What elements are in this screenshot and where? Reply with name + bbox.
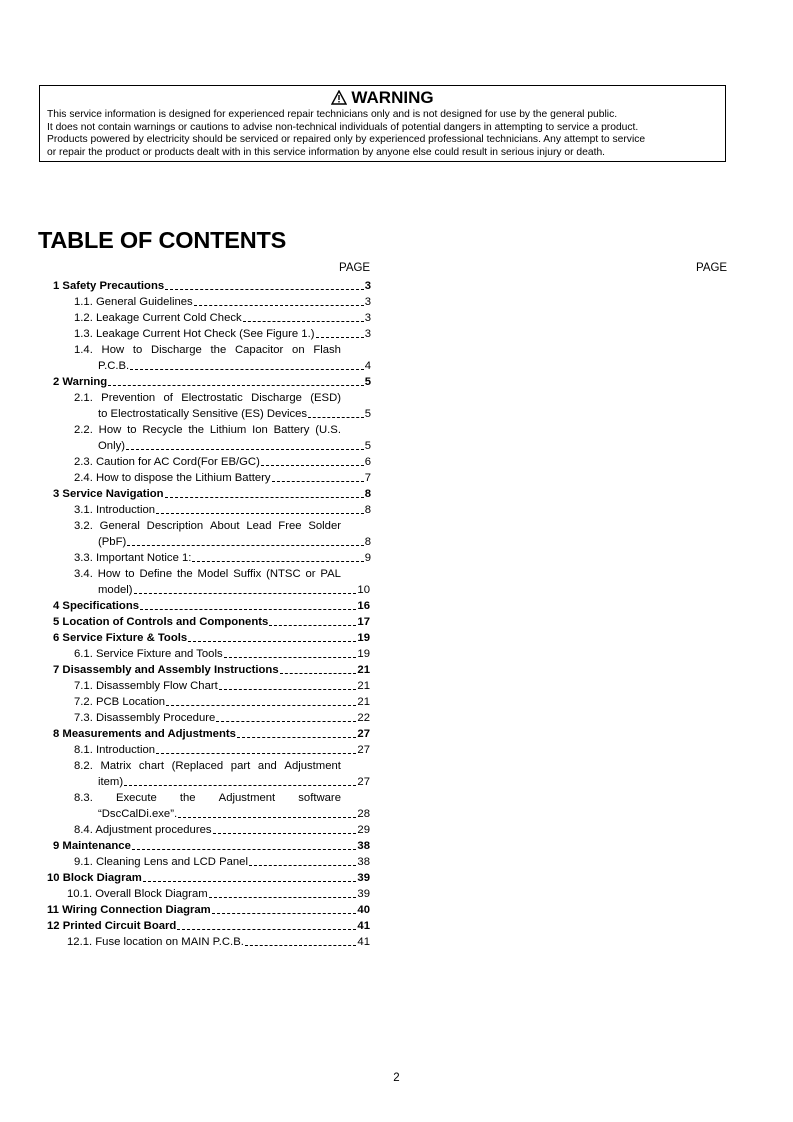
- toc-entry-page: 6: [364, 456, 371, 468]
- toc-leader-dots: [126, 442, 364, 450]
- toc-entry-title: 2 Warning: [53, 376, 108, 388]
- toc-word: Solder: [308, 520, 341, 532]
- toc-word: (ESD): [310, 392, 341, 404]
- toc-word: 2.1.: [74, 392, 93, 404]
- toc-word: (U.S.: [315, 424, 341, 436]
- page-column-label-right: PAGE: [696, 262, 728, 274]
- toc-word: Adjustment: [218, 792, 276, 804]
- toc-section-entry[interactable]: [53, 629, 370, 645]
- toc-word: 2.2.: [74, 424, 93, 436]
- toc-word: the: [210, 344, 227, 356]
- toc-leader-dots: [178, 810, 356, 818]
- toc-word: Flash: [313, 344, 341, 356]
- toc-entry-page: 8: [364, 504, 371, 516]
- toc-entry[interactable]: [98, 405, 371, 421]
- toc-entry-page: 3: [364, 312, 371, 324]
- toc-word: Capacitor: [234, 344, 284, 356]
- toc-entry-title: 10.1. Overall Block Diagram: [67, 888, 208, 900]
- toc-entry-line1: [74, 343, 341, 357]
- toc-word: Discharge: [150, 344, 202, 356]
- toc-leader-dots: [127, 538, 363, 546]
- toc-entry-page: 41: [357, 920, 370, 932]
- toc-entry-page: 5: [364, 440, 371, 452]
- toc-entry[interactable]: [74, 821, 370, 837]
- toc-leader-dots: [249, 858, 356, 866]
- toc-word: Matrix: [100, 760, 132, 772]
- toc-leader-dots: [192, 554, 363, 562]
- toc-leader-dots: [280, 666, 357, 674]
- toc-word: the: [176, 568, 193, 580]
- toc-entry-page: 27: [357, 744, 370, 756]
- toc-entry[interactable]: [74, 645, 370, 661]
- toc-entry-title: 12.1. Fuse location on MAIN P.C.B.: [67, 936, 244, 948]
- toc-entry-title: 8.1. Introduction: [74, 744, 156, 756]
- warning-box: [39, 85, 726, 162]
- toc-entry[interactable]: [98, 533, 371, 549]
- toc-word: Free: [278, 520, 302, 532]
- toc-leader-dots: [212, 906, 357, 914]
- toc-entry-title: 9 Maintenance: [53, 840, 131, 852]
- toc-section-entry[interactable]: [53, 613, 370, 629]
- toc-leader-dots: [213, 826, 357, 834]
- toc-entry-page: 8: [364, 536, 371, 548]
- toc-entry-page: 29: [357, 824, 370, 836]
- toc-entry[interactable]: [74, 693, 370, 709]
- toc-entry-line1: [74, 423, 341, 437]
- toc-entry-title: 7.1. Disassembly Flow Chart: [74, 680, 218, 692]
- toc-entry[interactable]: [98, 581, 370, 597]
- toc-entry-page: 41: [357, 936, 370, 948]
- toc-entry[interactable]: [74, 325, 371, 341]
- toc-entry-title: 1.1. General Guidelines: [74, 296, 193, 308]
- toc-entry-title: 2.3. Caution for AC Cord(For EB/GC): [74, 456, 260, 468]
- toc-section-entry[interactable]: [47, 869, 370, 885]
- toc-leader-dots: [177, 922, 356, 930]
- toc-section-entry[interactable]: [53, 837, 370, 853]
- toc-entry[interactable]: [67, 885, 370, 901]
- toc-word: Define: [139, 568, 173, 580]
- toc-word: and: [257, 760, 277, 772]
- toc-entry-page: 3: [364, 328, 371, 340]
- toc-entry-page: 21: [357, 664, 370, 676]
- toc-word: PAL: [320, 568, 341, 580]
- toc-entry[interactable]: [98, 437, 371, 453]
- toc-entry[interactable]: [98, 357, 371, 373]
- toc-word: Lead: [246, 520, 272, 532]
- toc-word: of: [163, 392, 173, 404]
- toc-word: to: [125, 568, 135, 580]
- toc-entry-title: 3.3. Important Notice 1:: [74, 552, 192, 564]
- toc-entry-page: 7: [364, 472, 371, 484]
- warning-title-text: WARNING: [351, 88, 434, 107]
- toc-leader-dots: [124, 778, 356, 786]
- toc-leader-dots: [209, 890, 357, 898]
- toc-entry-page: 17: [357, 616, 370, 628]
- toc-section-entry[interactable]: [53, 373, 371, 389]
- toc-entry-page: 16: [357, 600, 370, 612]
- toc-heading: TABLE OF CONTENTS: [38, 227, 287, 253]
- toc-word: How: [101, 344, 125, 356]
- toc-entry-title: 2.4. How to dispose the Lithium Battery: [74, 472, 271, 484]
- toc-entry-title: 1 Safety Precautions: [53, 280, 165, 292]
- toc-entry-line1: [74, 567, 341, 581]
- toc-leader-dots: [216, 714, 356, 722]
- toc-leader-dots: [132, 842, 357, 850]
- toc-leader-dots: [108, 378, 364, 386]
- toc-entry-title: 7.2. PCB Location: [74, 696, 166, 708]
- toc-entry-title: 3.1. Introduction: [74, 504, 156, 516]
- toc-word: to: [127, 424, 137, 436]
- toc-entry-title: “DscCalDi.exe”.: [98, 808, 178, 820]
- toc-word: Adjustment: [284, 760, 341, 772]
- toc-leader-dots: [245, 938, 357, 946]
- toc-section-entry[interactable]: [53, 597, 370, 613]
- toc-entry-page: 10: [357, 584, 370, 596]
- toc-leader-dots: [156, 746, 356, 754]
- toc-entry-page: 21: [357, 680, 370, 692]
- toc-entry-page: 40: [357, 904, 370, 916]
- toc-entry-page: 27: [357, 776, 370, 788]
- toc-leader-dots: [165, 490, 364, 498]
- toc-leader-dots: [272, 474, 364, 482]
- toc-entry-line1: [74, 791, 341, 805]
- toc-entry-title: item): [98, 776, 124, 788]
- toc-leader-dots: [308, 410, 364, 418]
- toc-entry-page: 3: [364, 296, 371, 308]
- toc-section-entry[interactable]: [53, 485, 371, 501]
- toc-entry[interactable]: [74, 853, 370, 869]
- toc-leader-dots: [134, 586, 357, 594]
- warning-triangle-icon: [331, 90, 347, 105]
- toc-entry-line1: [74, 759, 341, 773]
- toc-word: Ion: [252, 424, 268, 436]
- toc-entry[interactable]: [74, 709, 370, 725]
- toc-word: Lithium: [209, 424, 247, 436]
- toc-entry-page: 19: [357, 648, 370, 660]
- toc-leader-dots: [140, 602, 356, 610]
- toc-word: Discharge: [251, 392, 302, 404]
- toc-leader-dots: [130, 362, 364, 370]
- warning-line: This service information is designed for experienced repair technicians only and is not designed for use by the general public.: [47, 109, 618, 120]
- toc-word: 3.2.: [74, 520, 93, 532]
- toc-entry-page: 19: [357, 632, 370, 644]
- toc-entry-page: 27: [357, 728, 370, 740]
- toc-leader-dots: [243, 314, 364, 322]
- toc-entry-title: 10 Block Diagram: [47, 872, 142, 884]
- toc-entry-title: 8 Measurements and Adjustments: [53, 728, 236, 740]
- toc-section-entry[interactable]: [53, 725, 370, 741]
- toc-entry-page: 38: [357, 856, 370, 868]
- toc-word: (Replaced: [171, 760, 224, 772]
- toc-entry-title: Only): [98, 440, 125, 452]
- toc-entry[interactable]: [98, 805, 370, 821]
- warning-line: It does not contain warnings or cautions to advise non-technical individuals of potential dangers in attempting to service a product.: [47, 121, 639, 133]
- toc-entry-title: model): [98, 584, 133, 596]
- toc-leader-dots: [188, 634, 356, 642]
- toc-entry-page: 8: [364, 488, 371, 500]
- toc-leader-dots: [156, 506, 364, 514]
- warning-line: Products powered by electricity should be serviced or repaired only by experienced professional technicians. Any attempt to service: [47, 134, 646, 146]
- toc-word: 3.4.: [74, 568, 93, 580]
- toc-entry[interactable]: [74, 741, 370, 757]
- toc-word: (NTSC: [266, 568, 301, 580]
- toc-leader-dots: [269, 618, 356, 626]
- toc-leader-dots: [261, 458, 364, 466]
- toc-section-entry[interactable]: [53, 661, 370, 677]
- toc-word: Battery: [273, 424, 310, 436]
- toc-entry-title: 4 Specifications: [53, 600, 140, 612]
- toc-entry[interactable]: [74, 453, 371, 469]
- toc-section-entry[interactable]: [47, 901, 370, 917]
- toc-entry-title: 6 Service Fixture & Tools: [53, 632, 188, 644]
- toc-entry-page: 28: [357, 808, 370, 820]
- toc-word: Execute: [115, 792, 157, 804]
- toc-leader-dots: [166, 698, 356, 706]
- toc-entry-title: 7 Disassembly and Assembly Instructions: [53, 664, 279, 676]
- toc-word: part: [230, 760, 251, 772]
- toc-entry[interactable]: [74, 293, 371, 309]
- toc-word: Electrostatic: [181, 392, 243, 404]
- toc-entry-title: 1.2. Leakage Current Cold Check: [74, 312, 242, 324]
- toc-word: on: [292, 344, 305, 356]
- toc-entry-page: 21: [357, 696, 370, 708]
- toc-word: or: [305, 568, 316, 580]
- toc-word: the: [188, 424, 205, 436]
- toc-word: 8.2.: [74, 760, 93, 772]
- toc-word: software: [298, 792, 341, 804]
- toc-entry-page: 38: [357, 840, 370, 852]
- toc-leader-dots: [194, 298, 364, 306]
- toc-entry-page: 5: [364, 408, 371, 420]
- toc-entry-title: 1.3. Leakage Current Hot Check (See Figure 1.): [74, 328, 315, 340]
- toc-word: How: [98, 424, 122, 436]
- toc-entry-line1: [74, 391, 341, 405]
- toc-entry-title: 3 Service Navigation: [53, 488, 164, 500]
- toc-entry-page: 39: [357, 872, 370, 884]
- warning-title: [40, 88, 725, 108]
- toc-word: General: [99, 520, 140, 532]
- toc-entry-page: 3: [364, 280, 371, 292]
- toc-word: to: [132, 344, 143, 356]
- toc-entry-page: 39: [357, 888, 370, 900]
- warning-text: [47, 109, 645, 159]
- toc-entry-title: 9.1. Cleaning Lens and LCD Panel: [74, 856, 248, 868]
- toc-entry-page: 9: [364, 552, 371, 564]
- toc-entry-page: 22: [357, 712, 370, 724]
- toc-word: About: [210, 520, 240, 532]
- toc-section-entry[interactable]: [53, 277, 371, 293]
- toc-entry[interactable]: [67, 933, 370, 949]
- toc-leader-dots: [219, 682, 357, 690]
- toc-word: Prevention: [101, 392, 156, 404]
- toc-word: 1.4.: [74, 344, 93, 356]
- toc-entry[interactable]: [74, 677, 370, 693]
- toc-leader-dots: [316, 330, 364, 338]
- toc-word: Suffix: [233, 568, 262, 580]
- warning-line: or repair the product or products dealt with in this service information by anyone else could result in serious injury or death.: [47, 146, 606, 158]
- toc-entry-title: (PbF): [98, 536, 127, 548]
- toc-word: Description: [146, 520, 204, 532]
- toc-leader-dots: [165, 282, 364, 290]
- page-number: 2: [393, 1072, 400, 1084]
- toc-entry[interactable]: [74, 469, 371, 485]
- toc-entry-page: 4: [364, 360, 371, 372]
- toc-entry-title: 12 Printed Circuit Board: [47, 920, 177, 932]
- toc-entry-title: 5 Location of Controls and Components: [53, 616, 269, 628]
- toc-leader-dots: [224, 650, 357, 658]
- toc-word: Recycle: [142, 424, 183, 436]
- toc-entry-title: P.C.B.: [98, 360, 130, 372]
- toc-section-entry[interactable]: [47, 917, 370, 933]
- toc-word: 8.3.: [74, 792, 93, 804]
- toc-word: Model: [197, 568, 229, 580]
- toc-entry-title: 8.4. Adjustment procedures: [74, 824, 212, 836]
- toc-entry[interactable]: [74, 309, 371, 325]
- toc-entry[interactable]: [74, 501, 371, 517]
- page-column-label-left: PAGE: [339, 262, 371, 274]
- toc-entry-page: 5: [364, 376, 371, 388]
- toc-entry-title: 11 Wiring Connection Diagram: [47, 904, 211, 916]
- toc-entry-title: 6.1. Service Fixture and Tools: [74, 648, 223, 660]
- toc-word: the: [179, 792, 196, 804]
- toc-entry-line1: [74, 519, 341, 533]
- toc-word: chart: [138, 760, 165, 772]
- toc-entry-title: to Electrostatically Sensitive (ES) Devices: [98, 408, 308, 420]
- toc-entry[interactable]: [74, 549, 371, 565]
- toc-entry-title: 7.3. Disassembly Procedure: [74, 712, 216, 724]
- toc-leader-dots: [143, 874, 357, 882]
- toc-word: How: [97, 568, 121, 580]
- toc-entry[interactable]: [98, 773, 370, 789]
- toc-leader-dots: [237, 730, 357, 738]
